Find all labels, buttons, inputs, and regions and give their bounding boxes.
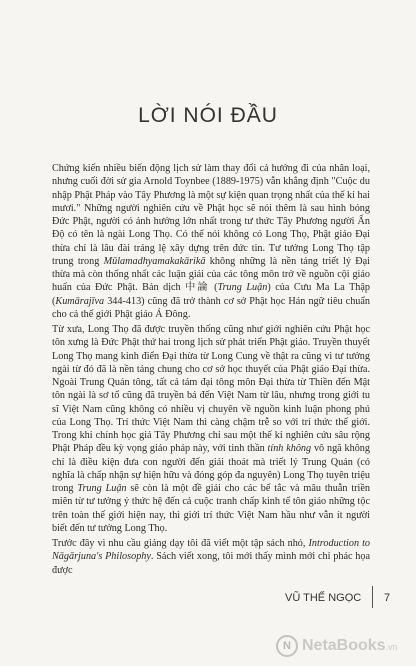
watermark-text xyxy=(302,637,398,655)
italic-text: tính không xyxy=(267,443,312,455)
italic-text: Kumārajīva xyxy=(55,295,105,307)
paragraph-text: ) của Cưu Ma La Thập ( xyxy=(52,282,371,307)
watermark-logo-icon: N xyxy=(276,635,298,657)
italic-text: Mūlamadhyamakakārikā xyxy=(103,255,206,267)
italic-text: Introduction to Nāgārjuna's Philosophy xyxy=(52,538,371,563)
footer-divider xyxy=(372,586,373,608)
paragraph xyxy=(52,537,370,577)
paragraph-text: vô ngã không chỉ là điều kiện đưa con người đến giải thoát mà triết lý Trung Quán (có nghĩa là chấp nhận sự hiện hữu và đóng góp đa nguyên) Long Thọ tuyên triệu trong xyxy=(52,443,370,494)
body-text xyxy=(52,162,370,579)
watermark xyxy=(276,626,416,666)
paragraph-text: Trước đây vì nhu cầu giảng dạy tôi đã viết một tập sách nhỏ, xyxy=(52,538,309,549)
footer-author: VŨ THẾ NGỌC xyxy=(285,592,362,604)
watermark-name: NetaBooks xyxy=(302,637,386,654)
italic-text: Trung Luận xyxy=(217,282,268,294)
paragraph-text: sẽ còn là một đề giải cho các bế tắc và mâu thuẫn triền miên từ tư tưởng ý thức hệ đến cả cuộc tranh chấp kinh tế tôn giáo những tộc trên toàn thế giới hiện nay, thì giới trí thức Việt Nam hầu như vẫn ít người biết đến tư tưởng Long Thọ. xyxy=(52,483,370,534)
italic-text: Trung Luận xyxy=(77,483,127,494)
watermark-suffix: .vn xyxy=(385,642,398,652)
paragraph-text: Chứng kiến nhiều biến động lịch sử làm thay đổi cả hướng đi của nhân loại, nhưng cuối đời sử gia Arnold Toynbee (1889-1975) vẫn khẳng định "Cuộc du nhập Phật Pháp vào Tây Phương là một sự kiện quan trọng nhất của thế kỉ hai mươi." Những người nghiên cứu về Phật học sẽ nói thêm là sau hình bóng Đức Phật, người có ảnh hưởng lớn nhất trong tư thức Tây Phương người Ấn Độ có tên là ngài Long Thọ. Có thể nói không có Long Thọ, Phật giáo Đại thừa chỉ là lâu đài tráng lệ xây dựng trên đức tin. Tư tưởng Long Thọ tập trung trong xyxy=(52,163,370,267)
paragraph-text: 344-413) cũng đã trở thành cơ sở Phật học Hán ngữ tiêu chuẩn cho cả thế giới Phật giáo Á Đông. xyxy=(52,295,370,320)
paragraph xyxy=(52,323,370,535)
paragraph-text: . Sách viết xong, tôi mới thấy mình mới chỉ phác họa được xyxy=(52,551,370,576)
paragraph-text: Từ xưa, Long Thọ đã được truyền thống cũng như giới nghiên cứu Phật học tôn xưng là Đức Phật thứ hai trong lịch sử phát triển Phật giáo. Truyền thuyết Long Thọ mang kinh điển Đại thừa từ Long Cung về thật ra cũng vì tư tưởng ngài từ đó đã là nền tảng chung cho cơ sở học thuyết của Phật giáo Đại thừa. Ngoài Trung Quán tông, tất cả tám đại tông môn Đại thừa từ Thiền đến Mật tôn ngài là sơ tổ cũng đã truyền bá đến Việt Nam từ lâu, nhưng trong giới tu sĩ Việt Nam cũng không có nhiều vị chuyên về nguồn kinh luận phong phú của Long Thọ. Trí thức Việt Nam thì càng chậm trễ so với trí thức thế giới. Trong khi chính học giả Tây Phương chỉ sau một thế kỉ nghiên cứu sâu rộng Phật Pháp đều kỳ vọng giáo pháp này, với tinh thần xyxy=(52,324,370,455)
paragraph-text: không những là nền tảng triết lý Đại thừa mà còn thống nhất các luận giải của các tông môn trở về nguồn cội giáo huấn của Đức Phật. Bản dịch 中論 ( xyxy=(52,255,370,294)
page-number: 7 xyxy=(384,592,391,604)
chapter-title: LỜI NÓI ĐẦU xyxy=(138,104,278,127)
paragraph xyxy=(52,162,370,321)
